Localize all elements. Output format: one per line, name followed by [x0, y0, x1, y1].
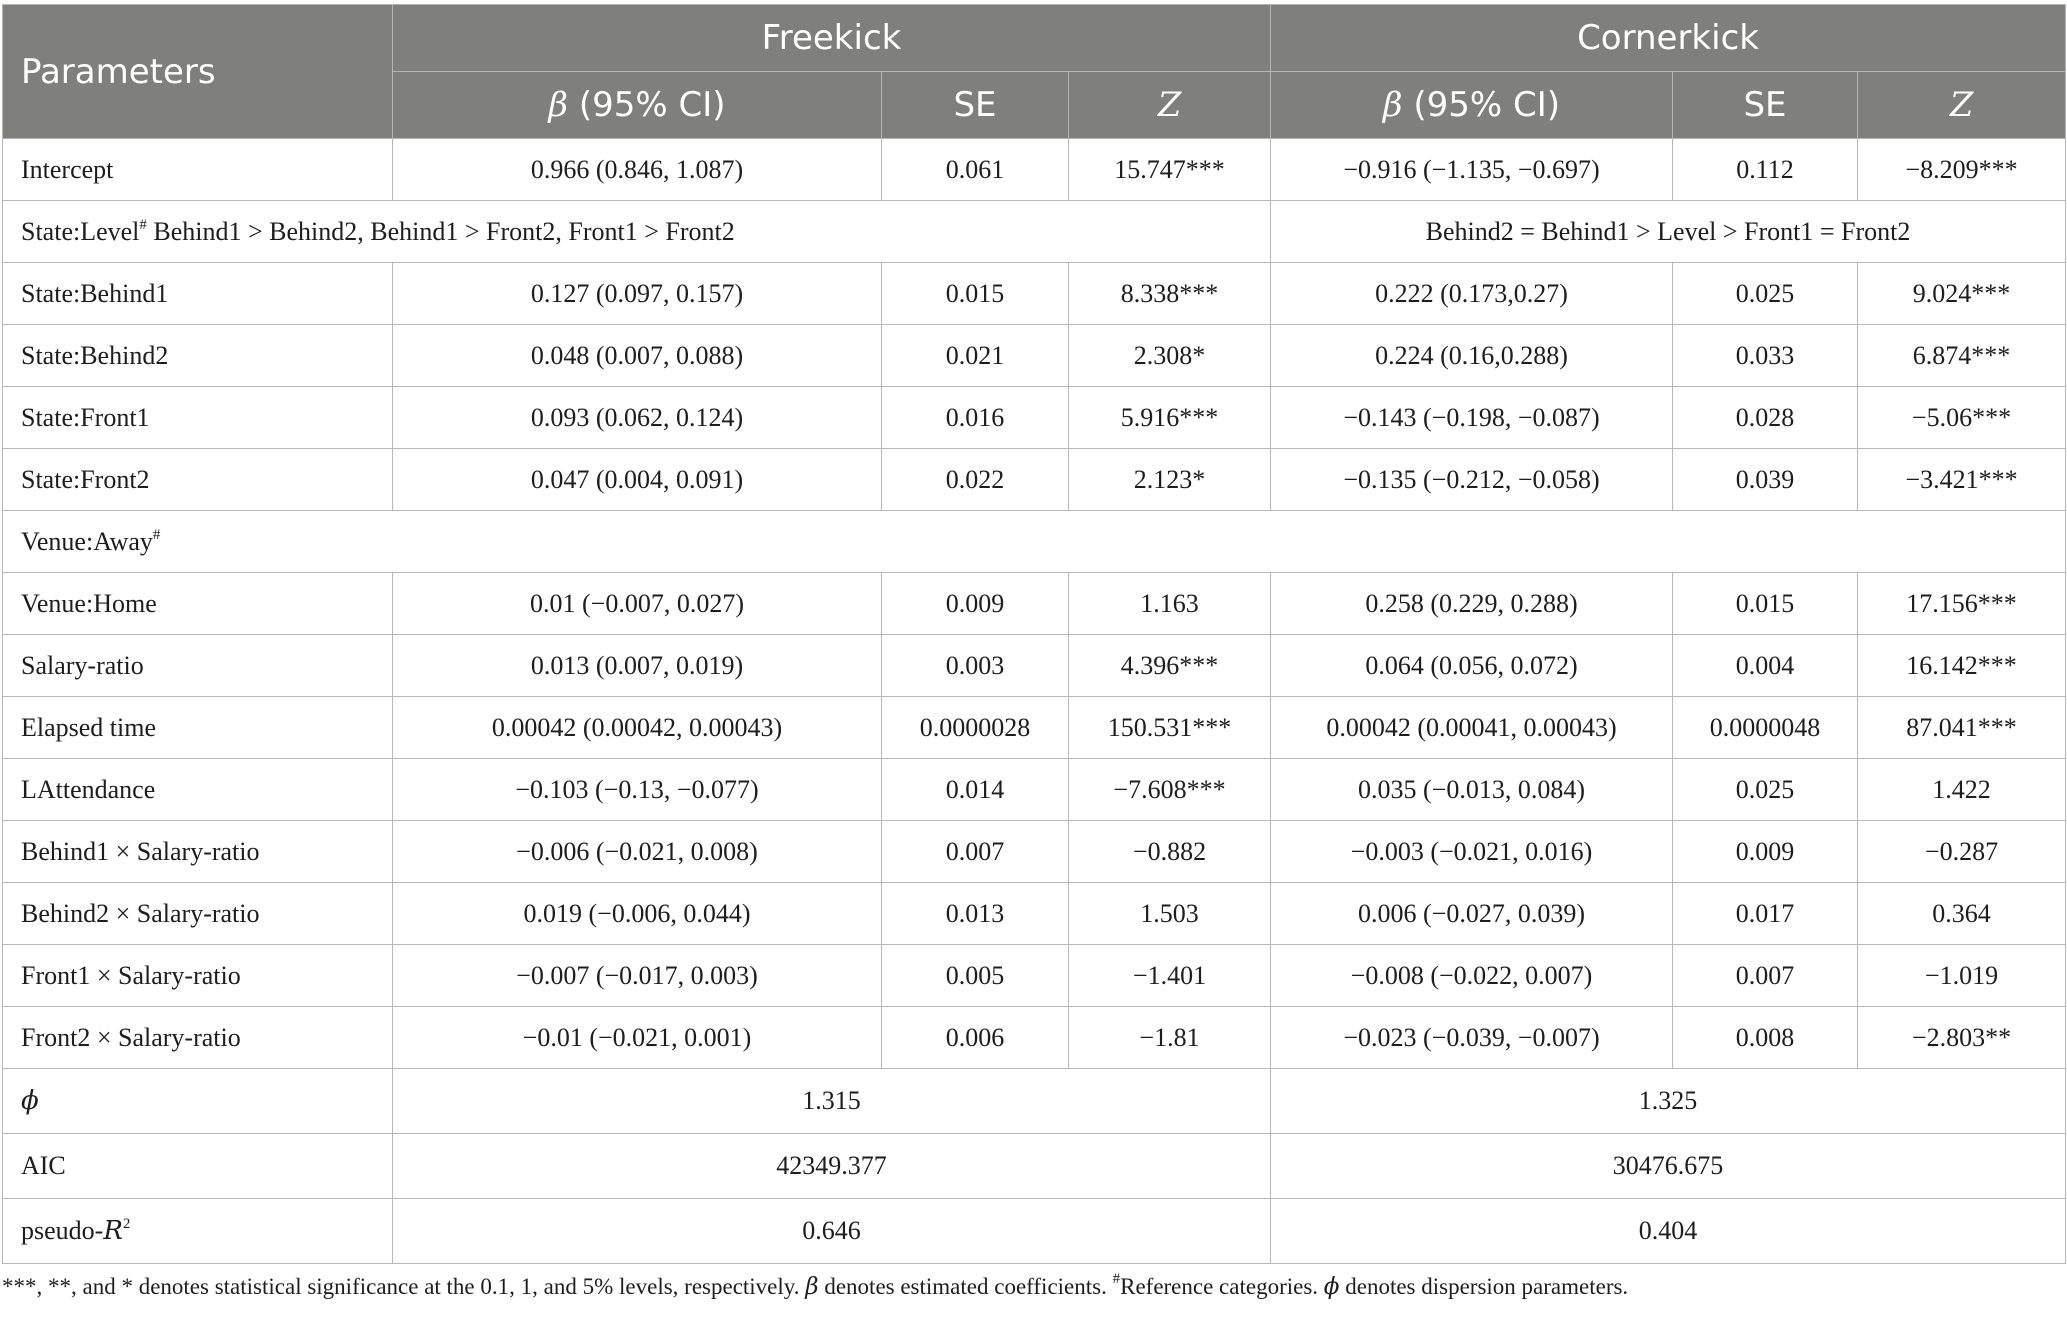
table-row: Venue:Home 0.01 (−0.007, 0.027) 0.009 1.163 0.258 (0.229, 0.288) 0.015 17.156*** [3, 573, 2066, 635]
header-fk-beta [393, 72, 882, 139]
regression-results-table [2, 4, 2066, 1264]
phi-cornerkick: 1.325 [1271, 1069, 2066, 1134]
pseudo-r2-label: pseudo-$R^2$ [3, 1199, 393, 1264]
pseudo-r2-cornerkick: 0.404 [1271, 1199, 2066, 1264]
header-parameters: Parameters [3, 5, 393, 139]
beta-symbol: β [1382, 85, 1403, 125]
table-row: Intercept 0.966 (0.846, 1.087) 0.061 15.747*** −0.916 (−1.135, −0.697) 0.112 −8.209*** [3, 139, 2066, 201]
venue-away-label: Venue:Away# [3, 511, 2066, 573]
table-row: Salary-ratio 0.013 (0.007, 0.019) 0.003 4.396*** 0.064 (0.056, 0.072) 0.004 16.142*** [3, 635, 2066, 697]
table-body [3, 139, 2066, 1264]
aic-freekick: 42349.377 [393, 1134, 1271, 1199]
header-ck-se: SE [1673, 72, 1858, 139]
table-row: State:Behind2 0.048 (0.007, 0.088) 0.021 2.308* 0.224 (0.16,0.288) 0.033 6.874*** [3, 325, 2066, 387]
ci-suffix: (95% CI) [568, 85, 726, 125]
header-fk-z: Z [1069, 72, 1271, 139]
header-ck-beta [1271, 72, 1673, 139]
header-fk-se: SE [882, 72, 1069, 139]
state-level-row [3, 201, 2066, 263]
venue-away-row [3, 511, 2066, 573]
phi-label: ϕ [3, 1069, 393, 1134]
header-row-1 [3, 5, 2066, 72]
table-row: LAttendance −0.103 (−0.13, −0.077) 0.014 −7.608*** 0.035 (−0.013, 0.084) 0.025 1.422 [3, 759, 2066, 821]
table-row: Front2 × Salary-ratio −0.01 (−0.021, 0.001) 0.006 −1.81 −0.023 (−0.039, −0.007) 0.008 −2.803** [3, 1007, 2066, 1069]
phi-row [3, 1069, 2066, 1134]
state-level-cornerkick: Behind2 = Behind1 > Level > Front1 = Front2 [1271, 201, 2066, 263]
pseudo-r2-freekick: 0.646 [393, 1199, 1271, 1264]
table-row: State:Front1 0.093 (0.062, 0.124) 0.016 5.916*** −0.143 (−0.198, −0.087) 0.028 −5.06*** [3, 387, 2066, 449]
pseudo-r2-row [3, 1199, 2066, 1264]
ci-suffix: (95% CI) [1402, 85, 1561, 125]
aic-row [3, 1134, 2066, 1199]
header-cornerkick: Cornerkick [1271, 5, 2066, 72]
state-level-freekick: State:Level# Behind1 > Behind2, Behind1 > Front2, Front1 > Front2 [3, 201, 1271, 263]
table-row: Behind2 × Salary-ratio 0.019 (−0.006, 0.044) 0.013 1.503 0.006 (−0.027, 0.039) 0.017 0.364 [3, 883, 2066, 945]
table-row: State:Behind1 0.127 (0.097, 0.157) 0.015 8.338*** 0.222 (0.173,0.27) 0.025 9.024*** [3, 263, 2066, 325]
beta-symbol: β [548, 85, 569, 125]
table-row: State:Front2 0.047 (0.004, 0.091) 0.022 2.123* −0.135 (−0.212, −0.058) 0.039 −3.421*** [3, 449, 2066, 511]
aic-cornerkick: 30476.675 [1271, 1134, 2066, 1199]
results-table-container [2, 4, 2065, 1264]
table-row: Front1 × Salary-ratio −0.007 (−0.017, 0.003) 0.005 −1.401 −0.008 (−0.022, 0.007) 0.007 −1.019 [3, 945, 2066, 1007]
table-row: Elapsed time 0.00042 (0.00042, 0.00043) 0.0000028 150.531*** 0.00042 (0.00041, 0.00043) 0.0000048 87.041*** [3, 697, 2066, 759]
table-footnote: ***, **, and * denotes statistical significance at the 0.1, 1, and 5% levels, respectively. β denotes estimated coefficients. #Reference categories. ϕ denotes dispersion parameters. [2, 1271, 1629, 1300]
aic-label: AIC [3, 1134, 393, 1199]
table-row: Behind1 × Salary-ratio −0.006 (−0.021, 0.008) 0.007 −0.882 −0.003 (−0.021, 0.016) 0.009 −0.287 [3, 821, 2066, 883]
phi-freekick: 1.315 [393, 1069, 1271, 1134]
header-ck-z: Z [1858, 72, 2066, 139]
header-freekick: Freekick [393, 5, 1271, 72]
